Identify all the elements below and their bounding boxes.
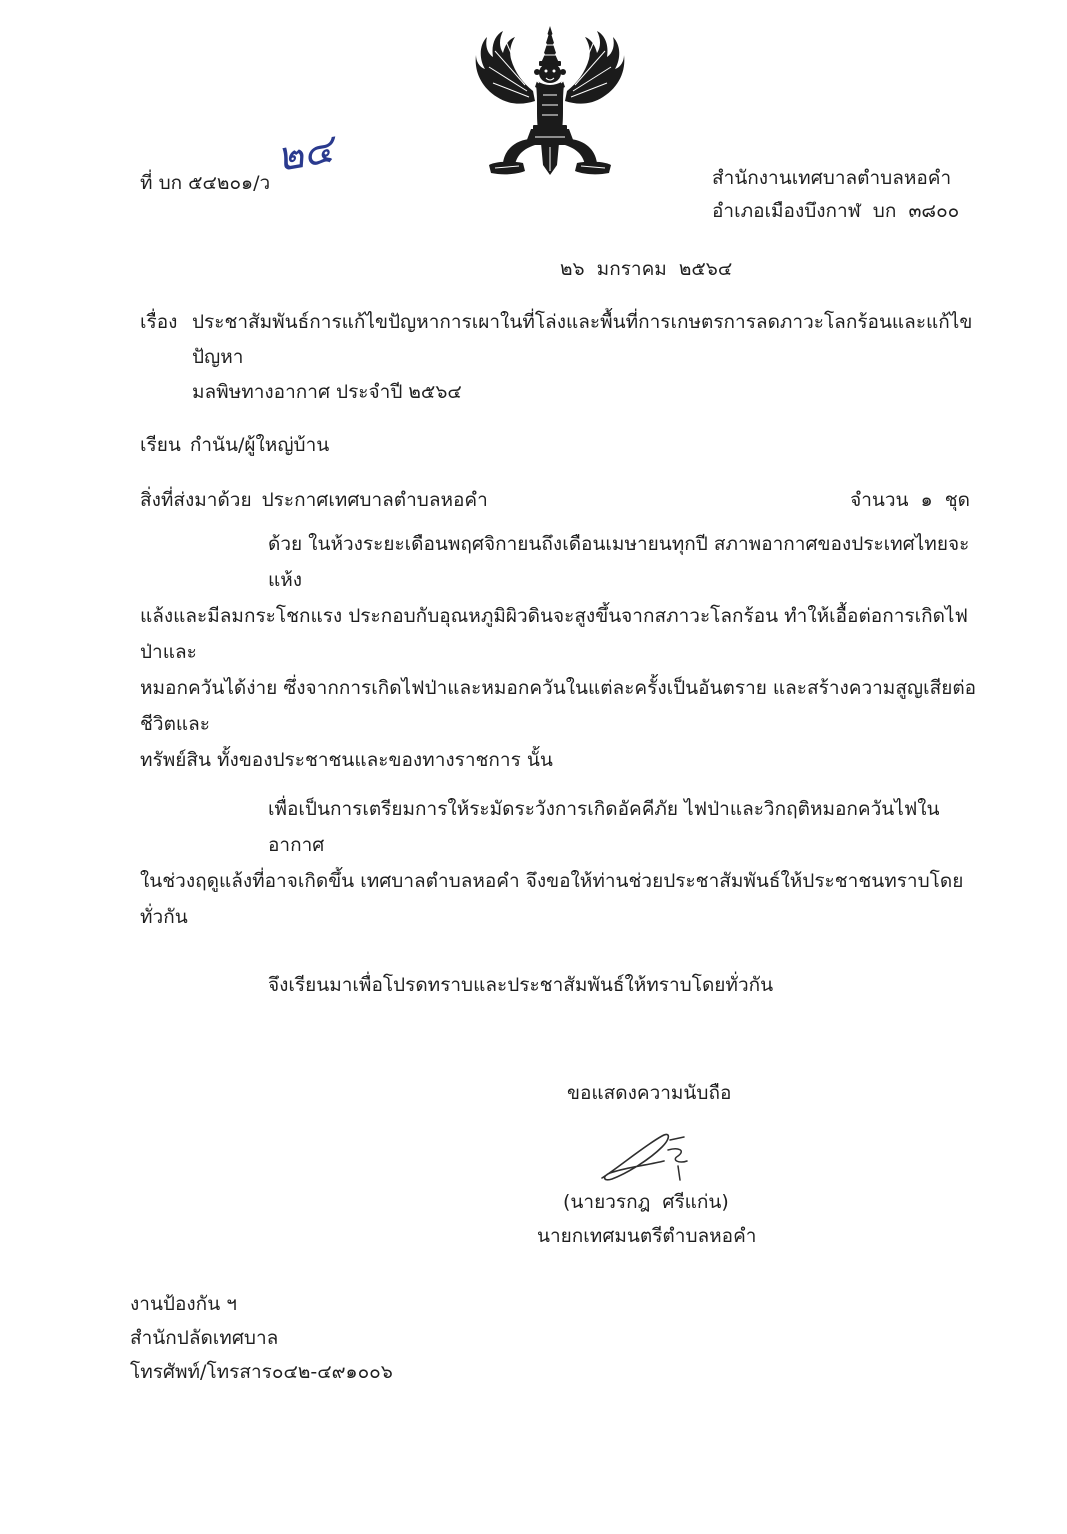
salutation-row [140,428,982,463]
signoff: ขอแสดงความนับถือ [567,1082,732,1104]
footer-phone: โทรศัพท์/โทรสาร๐๔๒-๔๙๑๐๐๖ [130,1361,393,1383]
enclosure-text: ประกาศเทศบาลตำบลหอคำ [261,489,488,511]
reference-number: ที่ บก ๕๔๒๐๑/ว [140,172,271,194]
subject-text [192,305,982,410]
contact-footer [130,1287,730,1389]
paragraph-line: เพื่อเป็นการเตรียมการให้ระมัดระวังการเกิดอัคคีภัย ไฟป่าและวิกฤติหมอกควันไฟในอากาศ [268,798,940,856]
subject-line: มลพิษทางอากาศ ประจำปี ๒๕๖๔ [192,381,462,403]
footer-department: งานป้องกัน ฯ [130,1293,237,1315]
office-address: อำเภอเมืองบึงกาฬ บก ๓๘๐๐ [712,200,960,222]
paragraph-line: ด้วย ในห้วงระยะเดือนพฤศจิกายนถึงเดือนเมษายนทุกปี สภาพอากาศของประเทศไทยจะแห้ง [268,533,970,591]
paragraph-line: หมอกควันได้ง่าย ซึ่งจากการเกิดไฟป่าและหมอกควันในแต่ละครั้งเป็นอันตราย และสร้างความสูญเสียต่อชีวิตและ [140,677,977,735]
office-address-block [712,162,1052,228]
body-paragraph-1 [140,526,982,778]
garuda-emblem [473,25,628,177]
subject-label: เรื่อง [140,311,178,333]
footer-office: สำนักปลัดเทศบาล [130,1327,279,1349]
salutation-label: เรียน [140,434,181,456]
paragraph-line: แล้งและมีลมกระโชกแรง ประกอบกับอุณหภูมิผิวดินจะสูงขึ้นจากสภาวะโลกร้อน ทำให้เอื้อต่อการเกิดไฟป่าและ [140,605,968,663]
enclosure-quantity: จำนวน ๑ ชุด [850,489,970,511]
enclosure-label: สิ่งที่ส่งมาด้วย [140,489,252,511]
signatory-name: (นายวรกฎ ศรีแก่น) [563,1191,729,1213]
office-name: สำนักงานเทศบาลตำบลหอคำ [712,167,952,189]
paragraph-line: ทรัพย์สิน ทั้งของประชาชนและของทางราชการ นั้น [140,749,553,771]
salutation-text: กำนัน/ผู้ใหญ่บ้าน [189,434,330,456]
signatory-position: นายกเทศมนตรีตำบลหอคำ [537,1225,757,1247]
signature [598,1128,690,1183]
paragraph-line: ในช่วงฤดูแล้งที่อาจเกิดขึ้น เทศบาลตำบลหอคำ จึงขอให้ท่านช่วยประชาสัมพันธ์ให้ประชาชนทราบโดยทั่วกัน [140,870,964,928]
subject-row [140,305,982,410]
closing-line: จึงเรียนมาเพื่อโปรดทราบและประชาสัมพันธ์ให้ทราบโดยทั่วกัน [268,974,774,996]
letter-body [140,252,982,1253]
letter-date: ๒๖ มกราคม ๒๕๖๔ [560,258,733,280]
enclosure-left [140,483,488,518]
subject-line: ประชาสัมพันธ์การแก้ไขปัญหาการเผาในที่โล่งและพื้นที่การเกษตรการลดภาวะโลกร้อนและแก้ไขปัญหา [192,311,973,368]
enclosure-row [140,483,982,518]
handwritten-reference-number: ๒๔ [273,125,337,182]
body-paragraph-2 [140,791,982,935]
